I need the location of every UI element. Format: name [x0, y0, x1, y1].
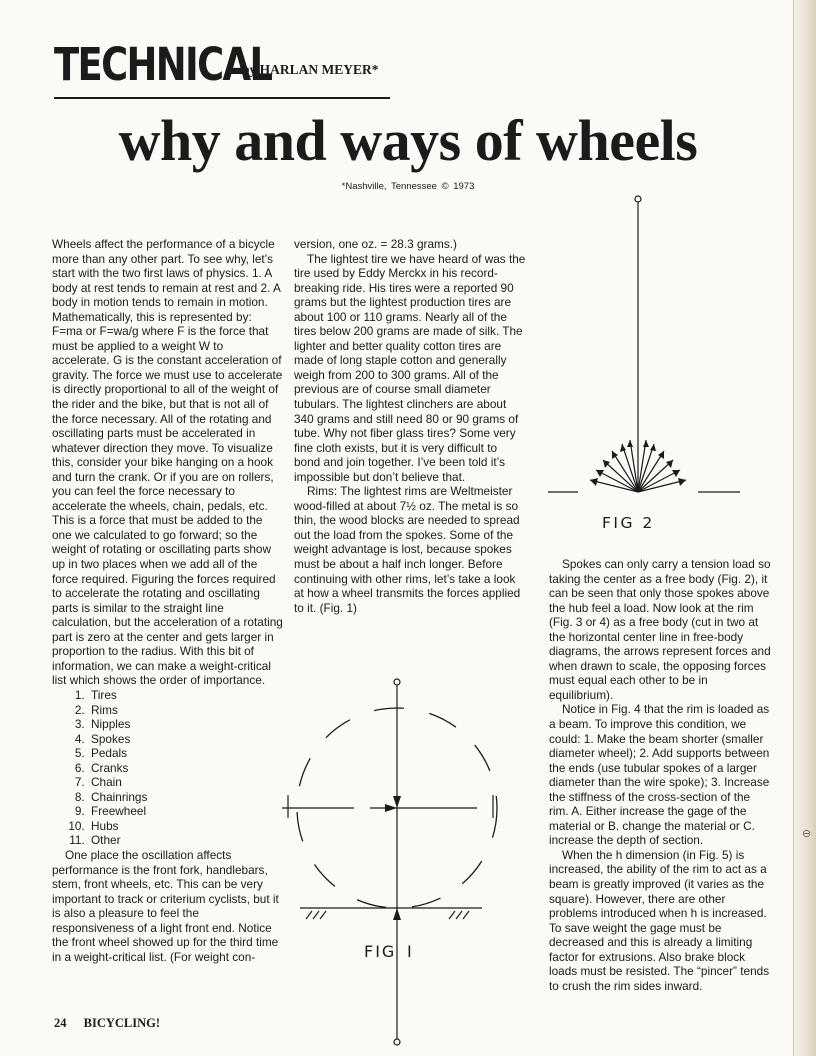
- author-credit: *Nashville, Tennessee © 1973: [341, 181, 475, 192]
- list-item: 9. Freewheel: [88, 804, 284, 819]
- list-item: 3. Nipples: [88, 717, 284, 732]
- figure-1-numeral: I: [407, 942, 412, 961]
- figure-1-wheel-diagram: [282, 675, 512, 1047]
- list-item: 1. Tires: [88, 688, 284, 703]
- list-item: 11. Other: [88, 833, 284, 848]
- list-item: 4. Spokes: [88, 732, 284, 747]
- tires-paragraph: The lightest tire we have heard of was the tire used by Eddy Merckx in his record-breaking ride. His tires were a reported 90 grams but the lightest production tires are about 100 or 110 grams. Nearly all of the tires below 200 grams are made of silk. The lighter and better quality cotton tires are made of long staple cotton and generally weigh from 200 to 300 grams. All of the previous are of course small diameter tubulars. The lightest clinchers are about 340 grams and still need 80 or 90 grams of tube. Why not fiber glass tires? Some very fine cloth exists, but it is very difficult to bond and join together. I’ve been told it’s impossible but don’t believe that.: [294, 251, 526, 484]
- byline: by HARLAN MEYER*: [242, 62, 379, 77]
- list-item: 7. Chain: [88, 775, 284, 790]
- list-item: 6. Cranks: [88, 761, 284, 776]
- conversion-paragraph: version, one oz. = 28.3 grams.): [294, 237, 457, 251]
- weight-critical-list: [52, 688, 284, 848]
- list-item: 2. Rims: [88, 703, 284, 718]
- beam-paragraph: Notice in Fig. 4 that the rim is loaded as a beam. To improve this condition, we could: 1. Make the beam shorter (smaller diameter wheel); 2. Add supports between the ends (use tubular spokes of a larger diameter than the wire spoke); 3. Increase the stiffness of the cross-section of the rim. A. Either increase the gage of the material or B. change the material or C. increase the depth of section.: [549, 702, 770, 848]
- page-footer: [54, 1016, 160, 1031]
- header-rule: [54, 97, 390, 99]
- list-item: 10. Hubs: [88, 819, 284, 834]
- text-column-1: [52, 237, 284, 964]
- spokes-paragraph: Spokes can only carry a tension load so taking the center as a free body (Fig. 2), it can be seen that only those spokes above the hub feel a load. Now look at the rim (Fig. 3 or 4) as a free body (cut in two at the horizontal center line in free-body diagrams, the arrows represent forces and when drawn to scale, the opposing forces must equal each other to be in equilibrium).: [549, 557, 771, 702]
- oscillation-paragraph: One place the oscillation affects performance is the front fork, handlebars, stem, front wheels, etc. This can be very important to track or criterium cyclists, but it is also a pleasure to feel the responsiveness of a light front end. Notice the front wheel showed up for the third time in a weight-critical list. (For weight con-: [52, 847, 279, 964]
- rims-paragraph: Rims: The lightest rims are Weltmeister wood-filled at about 7½ oz. The metal is so thin, the wood blocks are needed to spread out the load from the spokes. Some of the weight advantage is lost, because spokes must be about a half inch longer. Before continuing with other rims, let’s take a look at how a wheel transmits the forces applied to it. (Fig. 1): [294, 484, 521, 615]
- figure-1-label: FIG: [364, 942, 397, 961]
- figure-2-label: FIG 2: [602, 514, 655, 532]
- intro-paragraph: Wheels affect the performance of a bicycle more than any other part. To see why, let’s start with the two first laws of physics. 1. A body at rest tends to remain at rest and 2. A body in motion tends to remain in motion. Mathematically, this is represented by: F=ma or F=wa/g where F is the force that must be applied to a weight W to accelerate. G is the constant acceleration of gravity. The force we must use to accelerate is directly proportional to all of the weight of the rider and the bike, but that is not all of the force necessary. All of the rotating and oscillating parts must be accelerated in whatever direction they move. To visualize this, consider your bike hanging on a hook and turn the crank. Or if you are on rollers, you can feel the force necessary to accelerate the wheels, chain, pedals, etc. This is a force that must be added to the one we calculated to go forward; so the weight of rotating or oscillating parts show up in two places when we add all of the force required. Figuring the forces required to accelerate the rotating and oscillating parts is similar to the straight line calculation, but the acceleration of a rotating part is zero at the center and gets larger in proportion to the radius. With this bit of information, we can make a weight-critical list which shows the order of importance.: [52, 237, 283, 688]
- text-column-2: [294, 237, 526, 615]
- page-number: 24: [54, 1016, 67, 1030]
- article-title: why and ways of wheels: [118, 108, 698, 173]
- h-dimension-paragraph: When the h dimension (in Fig. 5) is increased, the ability of the rim to act as a beam is greatly improved (it varies as the square). However, there are other problems introduced when h is increased. To save weight the gage must be decreased and this is already a limiting factor for extrusions. Also brake block loads must be resisted. The “pincer” tends to crush the rim sides inward.: [549, 847, 770, 993]
- text-column-3: [549, 557, 771, 993]
- section-label: TECHNICAL: [54, 38, 272, 91]
- margin-mark: ⊖: [802, 828, 812, 840]
- magazine-name: BICYCLING!: [83, 1016, 161, 1030]
- list-item: 8. Chainrings: [88, 790, 284, 805]
- figure-2-hub-diagram: [540, 190, 750, 540]
- list-item: 5. Pedals: [88, 746, 284, 761]
